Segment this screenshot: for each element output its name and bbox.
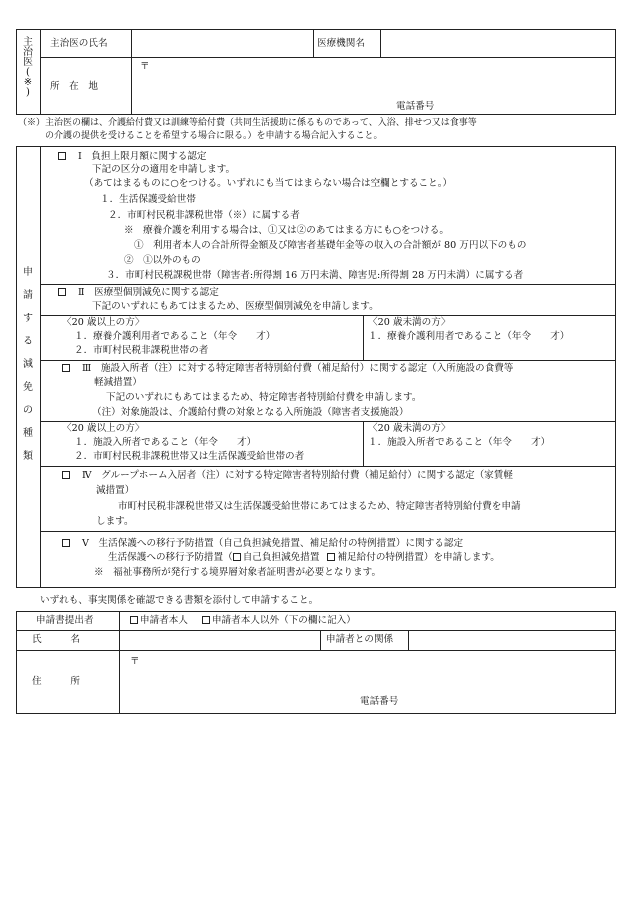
sec4-title2: 減措置） bbox=[96, 485, 135, 496]
submitter-relation-field[interactable] bbox=[410, 632, 614, 648]
submitter-self-label: 申請者本人 bbox=[140, 615, 188, 626]
submitter-phone-label: 電話番号 bbox=[360, 696, 399, 707]
sec1-subopt1[interactable]: ① 利用者本人の合計所得金額及び障害者基礎年金等の収入の合計額が 80 万円以下のもの bbox=[134, 240, 527, 251]
sec3-right-head: 〈20 歳未満の方〉 bbox=[368, 423, 451, 434]
sec2-title-row bbox=[58, 287, 219, 299]
sec3-line2: （注）対象施設は、介護給付費の対象となる入所施設（障害者支援施設） bbox=[92, 407, 409, 418]
sec5-title-row bbox=[62, 538, 463, 550]
sec3-title: Ⅲ 施設入所者（注）に対する特定障害者特別給付費（補足給付）に関する認定（入所施設の食費等 bbox=[82, 363, 514, 374]
physician-name-field[interactable] bbox=[133, 31, 311, 55]
sec3-title-row bbox=[62, 363, 513, 375]
physician-note-line2: の介護の提供を受けることを希望する場合に限る。）を申請する場合記入すること。 bbox=[45, 131, 383, 141]
attach-note: いずれも、事実関係を確認できる書類を添付して申請すること。 bbox=[40, 595, 319, 606]
sec4-title-row bbox=[62, 470, 513, 482]
sec2-right-item1[interactable]: １．療養介護利用者であること（年令 才） bbox=[368, 331, 570, 342]
sec5-line2: ※ 福祉事務所が発行する境界層対象者証明書が必要となります。 bbox=[94, 567, 382, 578]
submitter-options bbox=[130, 615, 356, 627]
sec1-title-row bbox=[58, 151, 207, 163]
sec2-right-head: 〈20 歳未満の方〉 bbox=[368, 317, 451, 328]
sec5-opt2-checkbox[interactable] bbox=[327, 553, 335, 561]
sec2-left-head: 〈20 歳以上の方〉 bbox=[62, 317, 145, 328]
submitter-relation-label: 申請者との関係 bbox=[326, 634, 394, 645]
sec5-title: Ⅴ 生活保護への移行予防措置（自己負担減免措置、補足給付の特例措置）に関する認定 bbox=[82, 538, 464, 549]
sec4-checkbox[interactable] bbox=[62, 471, 70, 479]
sec5-line1: 生活保護への移行予防措置（ 自己負担減免措置 補足給付の特例措置）を申請します。 bbox=[108, 552, 500, 563]
physician-address-label: 所 在 地 bbox=[50, 81, 98, 92]
sec1-checkbox[interactable] bbox=[58, 152, 66, 160]
sec3-right-item1[interactable]: １．施設入所者であること（年令 才） bbox=[368, 437, 551, 448]
sec4-line2: します。 bbox=[96, 516, 134, 527]
sec1-line2: （あてはまるものに○をつける。いずれにも当てはまらない場合は空欄とすること。） bbox=[84, 178, 453, 189]
sec1-line5: ※ 療養介護を利用する場合は、①又は②のあてはまる方にも○をつける。 bbox=[124, 225, 449, 236]
physician-side-label: 主 治 医 ( ※ ) bbox=[23, 37, 33, 98]
institution-label: 医療機関名 bbox=[317, 38, 365, 49]
sec4-title: Ⅳ グループホーム入居者（注）に対する特定障害者特別給付費（補足給付）に関する認定（家賃軽 bbox=[82, 470, 513, 481]
sec5-checkbox[interactable] bbox=[62, 539, 70, 547]
sec3-left-item1[interactable]: １．施設入所者であること（年令 才） bbox=[74, 437, 257, 448]
physician-phone-label: 電話番号 bbox=[396, 101, 435, 112]
sec2-left-item1[interactable]: １．療養介護利用者であること（年令 才） bbox=[74, 331, 276, 342]
sec2-checkbox[interactable] bbox=[58, 288, 66, 296]
sec5-opt1-checkbox[interactable] bbox=[233, 553, 241, 561]
sec2-line1: 下記のいずれにもあてはまるため、医療型個別減免を申請します。 bbox=[92, 301, 379, 312]
physician-name-label: 主治医の氏名 bbox=[50, 38, 108, 49]
sec3-line1: 下記のいずれにもあてはまるため、特定障害者特別給付費を申請します。 bbox=[106, 392, 422, 403]
submitter-postal-mark: 〒 bbox=[130, 656, 140, 667]
sec1-option3[interactable]: ３．市町村民税課税世帯（障害者:所得割 16 万円未満、障害児:所得割 28 万円未満）に属する者 bbox=[106, 270, 524, 281]
submitter-name-field[interactable] bbox=[121, 632, 318, 648]
physician-postal-mark: 〒 bbox=[140, 61, 150, 72]
reduction-side-label: 申 請 す る 減 免 の 種 類 bbox=[23, 267, 33, 462]
institution-field[interactable] bbox=[382, 31, 614, 55]
sec1-subopt2[interactable]: ② ①以外のもの bbox=[124, 255, 201, 266]
sec2-title: Ⅱ 医療型個別減免に関する認定 bbox=[78, 287, 219, 298]
submitter-address-field[interactable] bbox=[142, 654, 612, 690]
submitter-other-checkbox[interactable] bbox=[202, 616, 210, 624]
sec1-option2[interactable]: ２．市町村民税非課税世帯（※）に属する者 bbox=[108, 210, 300, 221]
sec3-checkbox[interactable] bbox=[62, 364, 70, 372]
physician-note-line1: （※）主治医の欄は、介護給付費又は訓練等給付費（共同生活援助に係るものであって、入浴、排せつ又は食事等 bbox=[18, 118, 477, 128]
sec1-option1[interactable]: １．生活保護受給世帯 bbox=[100, 194, 196, 205]
submitter-address-label: 住 所 bbox=[32, 676, 80, 687]
sec2-left-item2[interactable]: ２．市町村民税非課税世帯の者 bbox=[74, 345, 209, 356]
sec4-line1: 市町村民税非課税世帯又は生活保護受給世帯にあてはまるため、特定障害者特別給付費を申請 bbox=[118, 501, 521, 512]
submitter-label: 申請書提出者 bbox=[36, 615, 94, 626]
sec3-title2: 軽減措置） bbox=[94, 377, 142, 388]
physician-address-field[interactable] bbox=[152, 60, 612, 96]
submitter-self-checkbox[interactable] bbox=[130, 616, 138, 624]
sec1-title: Ⅰ 負担上限月額に関する認定 bbox=[78, 151, 207, 162]
sec3-left-head: 〈20 歳以上の方〉 bbox=[62, 423, 145, 434]
submitter-other-label: 申請者本人以外（下の欄に記入） bbox=[211, 615, 356, 626]
sec3-left-item2[interactable]: ２．市町村民税非課税世帯又は生活保護受給世帯の者 bbox=[74, 451, 305, 462]
sec1-line1: 下記の区分の適用を申請します。 bbox=[92, 164, 236, 175]
submitter-name-label: 氏 名 bbox=[32, 634, 80, 645]
